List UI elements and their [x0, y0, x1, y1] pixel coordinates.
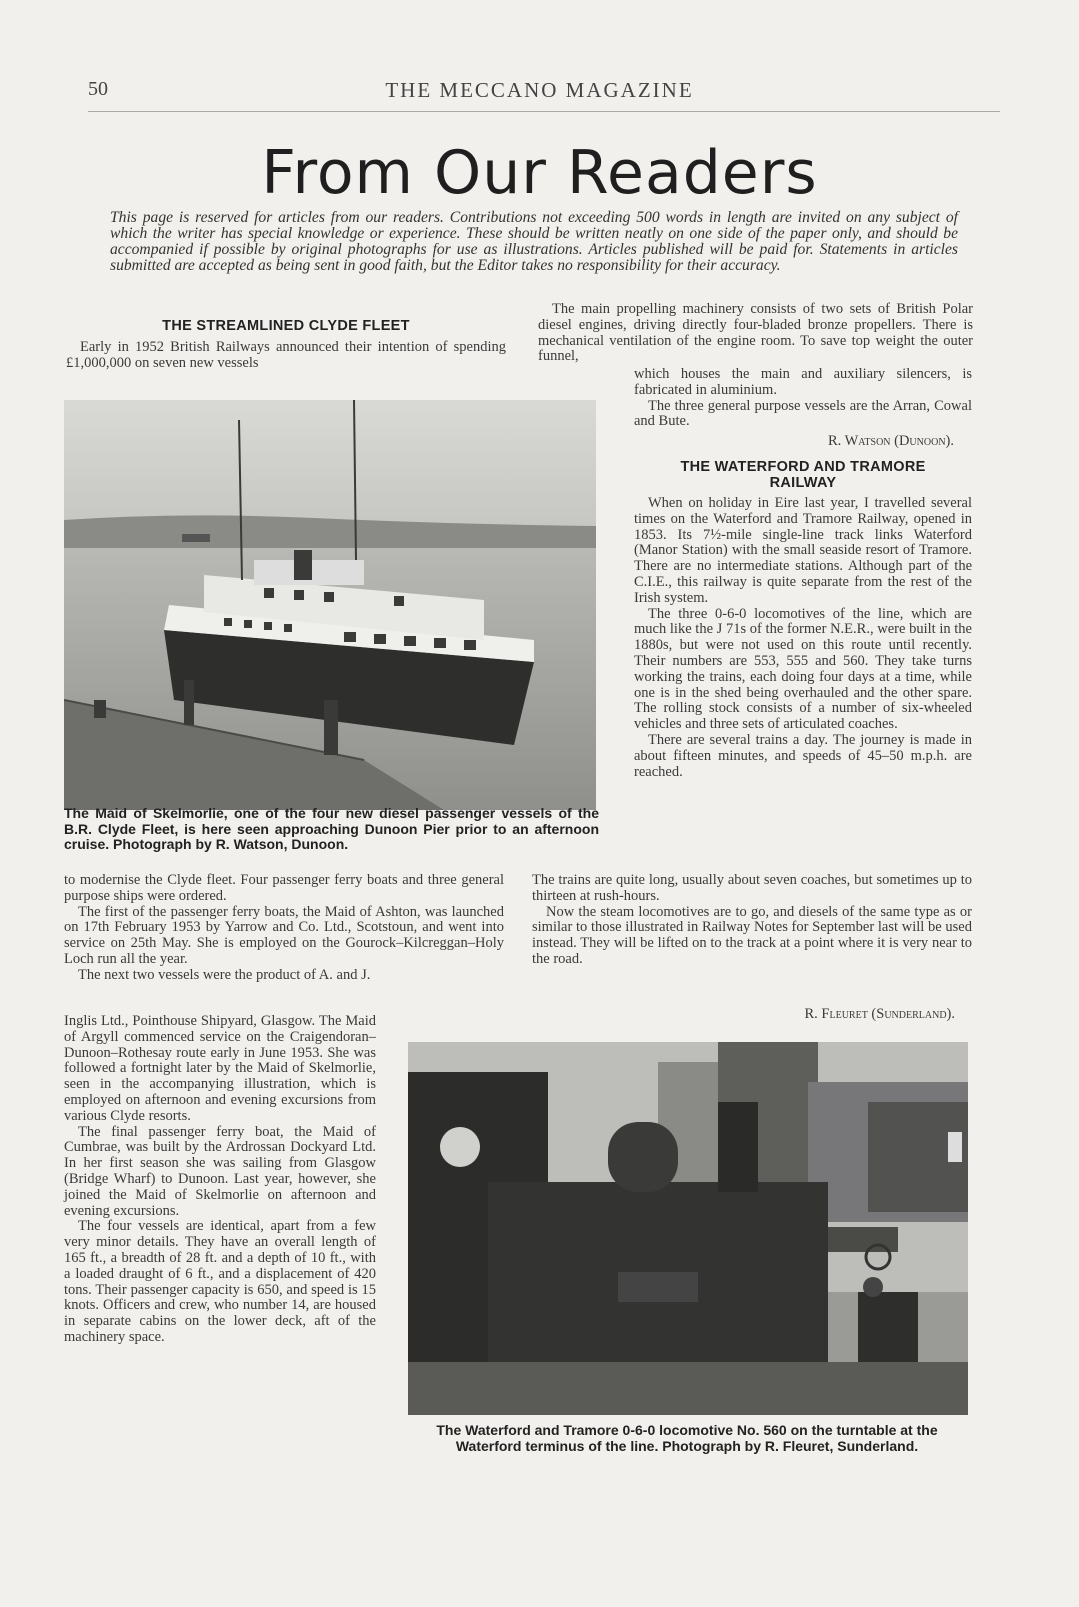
article1-p3b: Inglis Ltd., Pointhouse Shipyard, Glasgow. The Maid of Argyll commenced service on the Craigendoran–Dunoon–Rothesay route early in June 1953. She was followed a fortnight later by the Maid of Skelmorlie, seen in the accompanying illustration, which is employed on afternoon and evening excursions from various Clyde resorts. [64, 1013, 376, 1124]
article1-signature: R. Watson (Dunoon). [827, 433, 954, 449]
article1-body-narrow [64, 1014, 376, 1346]
article2-p2: The three 0-6-0 locomotives of the line, which are much like the J 71s of the former N.E.R., were built in the 1880s, but were not used on this route until recently. Their numbers are 553, 555 and 560. They take turns working the trains, each doing four days at a time, while one is in the shed being overhauled and the other spare. The rolling stock consists of a number of six-wheeled vehicles and three sets of articulated coaches. [634, 605, 972, 733]
magazine-title: THE MECCANO MAGAZINE [385, 78, 694, 102]
article1-p7: The three general purpose vessels are the Arran, Cowal and Bute. [634, 397, 972, 430]
ship-photo [64, 400, 596, 810]
article1-lead [66, 340, 506, 372]
article1-body-right [538, 302, 973, 365]
article1-p3a: The next two vessels were the product of A. and J. [78, 966, 371, 983]
article2-body-wide [532, 873, 972, 968]
header-rule [88, 111, 1000, 112]
article2-p4: Now the steam locomotives are to go, and diesels of the same type as or similar to those illustrated in Railway Notes for September last will be used instead. They will be lifted on to the track at a point where it is very near to the road. [532, 903, 972, 967]
article2-p1: When on holiday in Eire last year, I travelled several times on the Waterford and Tramore Railway, opened in 1853. Its 7½-mile single-line track links Waterford (Manor Station) with the small seaside resort of Tramore. There are no intermediate stations. Although part of the C.I.E., this railway is quite separate from the rest of the Irish system. [634, 495, 972, 606]
article1-heading: THE STREAMLINED CLYDE FLEET [162, 318, 410, 334]
locomotive-photo [408, 1042, 968, 1415]
article2-body-narrow [634, 496, 972, 780]
article2-heading-line1: THE WATERFORD AND TRAMORE [680, 459, 926, 475]
article2-heading-line2: RAILWAY [769, 475, 837, 491]
article1-p1: to modernise the Clyde fleet. Four passenger ferry boats and three general purpose ships were ordered. [64, 872, 504, 904]
intro-paragraph: This page is reserved for articles from our readers. Contributions not exceeding 500 words in length are invited on any subject of which the writer has special knowledge or experience. These should be written neatly on one side of the paper only, and should be accompanied if possible by original photographs for use as illustrations. Articles published will be paid for. Statements in articles submitted are accepted as being sent in good faith, but the Editor takes no responsibility for their accuracy. [110, 209, 958, 274]
article1-p4: The final passenger ferry boat, the Maid of Cumbrae, was built by the Ardrossan Dockyard Ltd. In her first season she was sailing from Glasgow (Bridge Wharf) to Dunoon. Last year, however, she joined the Maid of Skelmorlie on afternoon and evening excursions. [64, 1123, 376, 1219]
article1-p2: The first of the passenger ferry boats, the Maid of Ashton, was launched on 17th February 1953 by Yarrow and Co. Ltd., Scotstoun, and went into service on 25th May. She is employed on the Gourock–Kilcreggan–Holy Loch run all the year. [64, 903, 504, 967]
article2-p3b: The trains are quite long, usually about seven coaches, but sometimes up to thirteen at rush-hours. [532, 872, 972, 904]
article2-signature: R. Fleuret (Sunderland). [804, 1006, 955, 1022]
article1-body-left [64, 873, 504, 984]
page-title: From Our Readers [261, 138, 818, 208]
article1-lead-text: Early in 1952 British Railways announced their intention of spending £1,000,000 on seven new vessels [66, 339, 506, 371]
article2-heading [634, 459, 972, 491]
article1-body-right-narrow [634, 367, 972, 430]
page-number: 50 [88, 78, 108, 100]
article1-p5: The four vessels are identical, apart from a few very minor details. They have an overall length of 165 ft., a breadth of 28 ft. and a depth of 10 ft., with a loaded draught of 6 ft., and a displacement of 420 tons. Their passenger capacity is 650, and speed is 15 knots. Officers and crew, who number 14, are housed in separate cabins on the lower deck, aft of the machinery space. [64, 1218, 376, 1345]
article1-p6: The main propelling machinery consists of two sets of British Polar diesel engines, driving directly four-bladed bronze propellers. There is mechanical ventilation of the engine room. To save top weight the outer funnel, [538, 301, 973, 365]
locomotive-photo-caption: The Waterford and Tramore 0-6-0 locomotive No. 560 on the turntable at the Waterford terminus of the line. Photograph by R. Fleuret, Sunderland. [436, 1422, 938, 1454]
ship-photo-caption: The Maid of Skelmorlie, one of the four new diesel passenger vessels of the B.R. Clyde Fleet, is here seen approaching Dunoon Pier prior to an afternoon cruise. Photograph by R. Watson, Dunoon. [64, 805, 599, 852]
article1-p6b: which houses the main and auxiliary silencers, is fabricated in aluminium. [634, 366, 972, 398]
article2-p3: There are several trains a day. The journey is made in about fifteen minutes, and speeds of 45–50 m.p.h. are reached. [634, 731, 972, 780]
